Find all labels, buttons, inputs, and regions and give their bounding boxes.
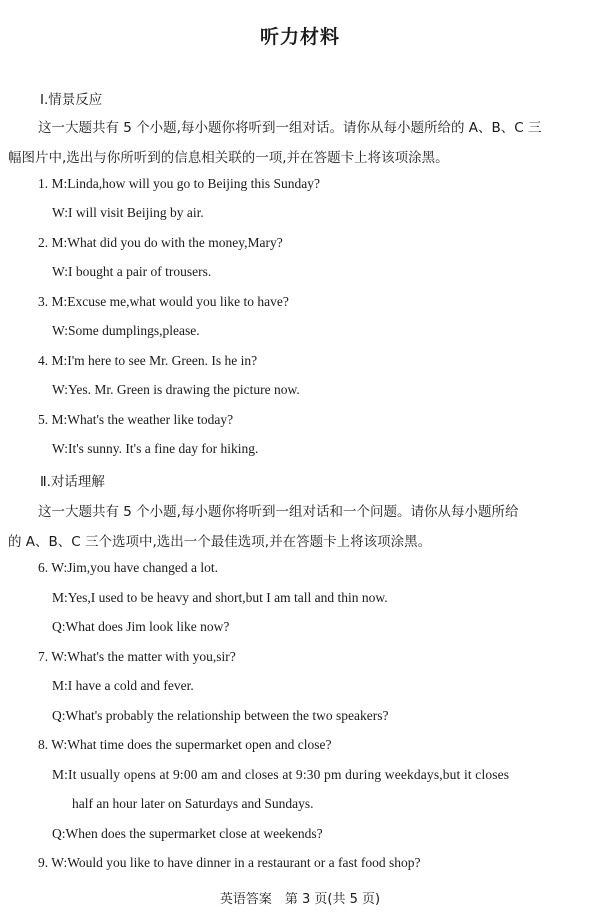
dialogue-5-w: W:It's sunny. It's a fine day for hiking. (52, 441, 259, 456)
instruction-2-line-2: 的 A、B、C 三个选项中,选出一个最佳选项,并在答题卡上将该项涂黑。 (8, 534, 432, 550)
question-6-m: M:Yes,I used to be heavy and short,but I am tall and thin now. (52, 590, 388, 605)
instruction-1-line-2: 幅图片中,选出与你所听到的信息相关联的一项,并在答题卡上将该项涂黑。 (8, 150, 449, 166)
instruction-1-line-1: 这一大题共有 5 个小题,每小题你将听到一组对话。请你从每小题所给的 A、B、C 三 (38, 120, 542, 136)
dialogue-2-w: W:I bought a pair of trousers. (52, 264, 212, 279)
section-heading-1: Ⅰ.情景反应 (40, 92, 103, 108)
dialogue-4-w: W:Yes. Mr. Green is drawing the picture now. (52, 382, 300, 397)
question-7-w: 7. W:What's the matter with you,sir? (38, 649, 236, 664)
page-title: 听力材料 (259, 26, 340, 48)
dialogue-3-w: W:Some dumplings,please. (52, 323, 200, 338)
page-footer: 英语答案 第 3 页(共 5 页) (219, 892, 381, 907)
question-7-m: M:I have a cold and fever. (52, 678, 194, 693)
question-8-q: Q:When does the supermarket close at weekends? (52, 826, 323, 841)
question-8-w: 8. W:What time does the supermarket open and close? (38, 737, 332, 752)
dialogue-2-m: 2. M:What did you do with the money,Mary? (38, 235, 283, 250)
dialogue-3-m: 3. M:Excuse me,what would you like to have? (38, 294, 289, 309)
instruction-2-line-1: 这一大题共有 5 个小题,每小题你将听到一组对话和一个问题。请你从每小题所给 (38, 504, 519, 520)
dialogue-1-w: W:I will visit Beijing by air. (52, 205, 204, 220)
dialogue-4-m: 4. M:I'm here to see Mr. Green. Is he in? (38, 353, 258, 368)
question-9-w: 9. W:Would you like to have dinner in a restaurant or a fast food shop? (38, 855, 421, 870)
question-6-q: Q:What does Jim look like now? (52, 619, 230, 634)
dialogue-1-m: 1. M:Linda,how will you go to Beijing this Sunday? (38, 176, 320, 191)
question-6-w: 6. W:Jim,you have changed a lot. (38, 560, 218, 575)
question-7-q: Q:What's probably the relationship between the two speakers? (52, 708, 389, 723)
section-heading-2: Ⅱ.对话理解 (40, 474, 105, 490)
question-8-m-line-2: half an hour later on Saturdays and Sundays. (72, 796, 314, 811)
dialogue-5-m: 5. M:What's the weather like today? (38, 412, 234, 427)
question-8-m-line-1: M:It usually opens at 9:00 am and closes at 9:30 pm during weekdays,but it closes (52, 767, 510, 782)
